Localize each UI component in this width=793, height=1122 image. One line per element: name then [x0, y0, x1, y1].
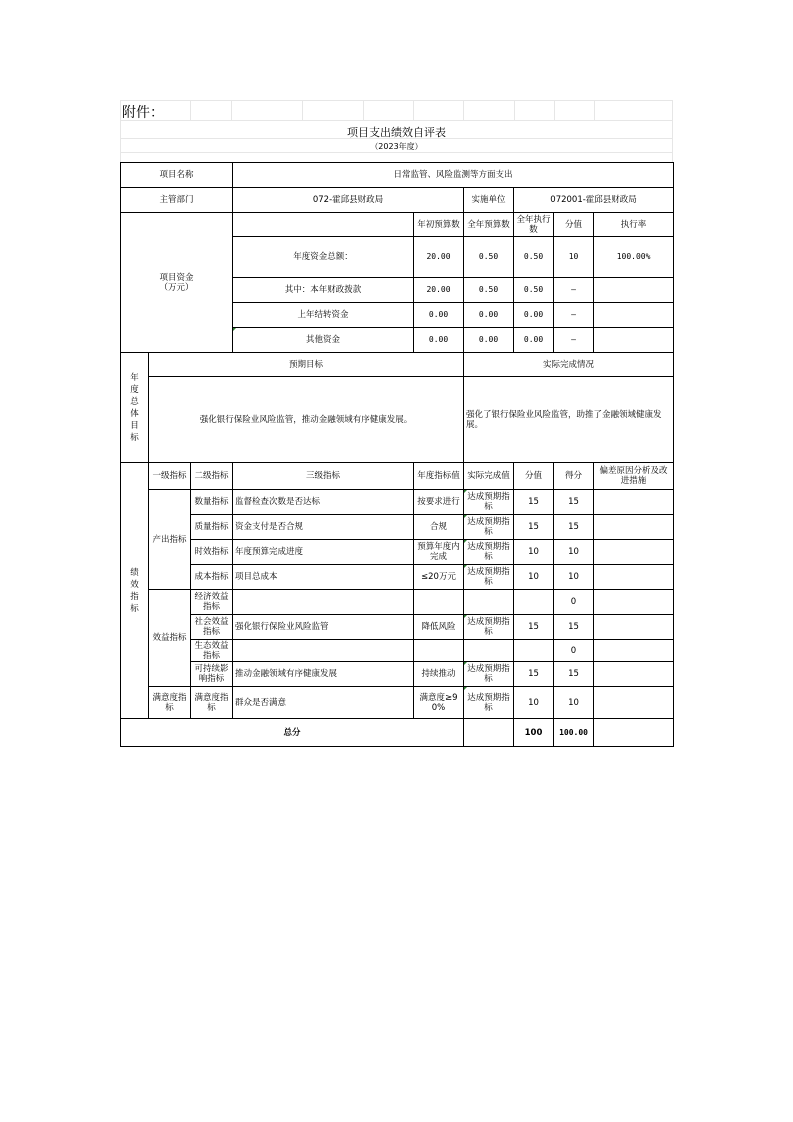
funds-rate — [594, 328, 674, 353]
ind-deviation — [594, 590, 674, 615]
ind-header-level2: 二级指标 — [191, 463, 233, 490]
funds-row-label: 其中：本年财政拨款 — [233, 278, 414, 303]
ind-header-deviation: 偏差原因分析及改进措施 — [594, 463, 674, 490]
ind-score: 10 — [554, 687, 594, 719]
ind-deviation — [594, 615, 674, 640]
ind-actual: 达成预期指标 — [464, 490, 514, 515]
ind-header-level1: 一级指标 — [149, 463, 191, 490]
total-label: 总分 — [121, 719, 464, 747]
indicator-row — [121, 615, 674, 640]
ind-target: 满意度≥90% — [414, 687, 464, 719]
funds-rate — [594, 303, 674, 328]
ind-deviation — [594, 687, 674, 719]
total-blank — [464, 719, 514, 747]
funds-executed: 0.50 — [514, 237, 554, 278]
ind-actual: 达成预期指标 — [464, 540, 514, 565]
funds-score-value: – — [554, 303, 594, 328]
ind-target: 合规 — [414, 515, 464, 540]
ind-target: ≤20万元 — [414, 565, 464, 590]
total-deviation — [594, 719, 674, 747]
ind-value: 10 — [514, 687, 554, 719]
ind-level3 — [233, 640, 414, 662]
ind-value: 10 — [514, 540, 554, 565]
ind-level3: 年度预算完成进度 — [233, 540, 414, 565]
funds-score-value: 10 — [554, 237, 594, 278]
ind-deviation — [594, 662, 674, 687]
ind-level2: 质量指标 — [191, 515, 233, 540]
ind-actual: 达成预期指标 — [464, 615, 514, 640]
project-name-label: 项目名称 — [121, 163, 233, 188]
funds-annual: 0.50 — [464, 278, 514, 303]
ind-value — [514, 640, 554, 662]
ind-level2: 成本指标 — [191, 565, 233, 590]
funds-row-label: 上年结转资金 — [233, 303, 414, 328]
funds-score-value: – — [554, 278, 594, 303]
ind-header-actual: 实际完成值 — [464, 463, 514, 490]
ind-level3: 监督检查次数是否达标 — [233, 490, 414, 515]
dept-value: 072-霍邱县财政局 — [233, 188, 464, 213]
report-year: （2023年度） — [370, 142, 423, 151]
funds-label — [121, 213, 233, 353]
indicators-label-text: 绩效指标 — [130, 567, 139, 614]
ind-level3: 推动金融领域有序健康发展 — [233, 662, 414, 687]
ind-header-level3: 三级指标 — [233, 463, 414, 490]
goals-actual-header: 实际完成情况 — [464, 353, 674, 377]
ind-level3: 资金支付是否合规 — [233, 515, 414, 540]
ind-score: 15 — [554, 615, 594, 640]
indicator-row — [121, 687, 674, 719]
ind-level2: 时效指标 — [191, 540, 233, 565]
ind-deviation — [594, 515, 674, 540]
funds-executed: 0.50 — [514, 278, 554, 303]
ind-deviation — [594, 640, 674, 662]
dept-label: 主管部门 — [121, 188, 233, 213]
funds-header-executed: 全年执行数 — [514, 213, 554, 237]
indicator-row — [121, 540, 674, 565]
ind-score: 10 — [554, 565, 594, 590]
impl-value: 072001-霍邱县财政局 — [514, 188, 674, 213]
ind-score: 0 — [554, 640, 594, 662]
funds-annual: 0.00 — [464, 328, 514, 353]
ind-level2: 可持续影响指标 — [191, 662, 233, 687]
funds-executed: 0.00 — [514, 328, 554, 353]
ind-target: 按要求进行 — [414, 490, 464, 515]
ind-actual: 达成预期指标 — [464, 565, 514, 590]
funds-header-blank — [233, 213, 414, 237]
indicator-row — [121, 662, 674, 687]
ind-level2: 经济效益指标 — [191, 590, 233, 615]
attachment-label: 附件： — [122, 105, 164, 121]
goals-actual-text: 强化了银行保险业风险监管，助推了金融领域健康发展。 — [464, 377, 674, 463]
funds-initial: 20.00 — [414, 237, 464, 278]
ind-actual — [464, 640, 514, 662]
funds-row-label: 年度资金总额： — [233, 237, 414, 278]
ind-level3: 强化银行保险业风险监管 — [233, 615, 414, 640]
ind-value: 15 — [514, 615, 554, 640]
ind-header-score: 得分 — [554, 463, 594, 490]
ind-actual: 达成预期指标 — [464, 515, 514, 540]
self-evaluation-table — [120, 162, 674, 747]
ind-target — [414, 640, 464, 662]
funds-initial: 0.00 — [414, 303, 464, 328]
ind-value: 15 — [514, 490, 554, 515]
impl-label: 实施单位 — [464, 188, 514, 213]
ind-score: 15 — [554, 515, 594, 540]
funds-score-value: – — [554, 328, 594, 353]
ind-target: 持续推动 — [414, 662, 464, 687]
indicator-row — [121, 565, 674, 590]
goals-label-text: 年度总体目标 — [130, 372, 139, 443]
funds-header-value: 分值 — [554, 213, 594, 237]
ind-score: 15 — [554, 662, 594, 687]
ind-value: 15 — [514, 515, 554, 540]
ind-level2: 生态效益指标 — [191, 640, 233, 662]
ind-level2: 满意度指标 — [191, 687, 233, 719]
funds-executed: 0.00 — [514, 303, 554, 328]
ind-level2: 社会效益指标 — [191, 615, 233, 640]
ind-score: 15 — [554, 490, 594, 515]
funds-row-label: 其他资金 — [233, 328, 414, 353]
project-name-value: 日常监管、风险监测等方面支出 — [233, 163, 674, 188]
goals-label — [121, 353, 149, 463]
funds-label-text: 项目资金 （万元） — [159, 272, 194, 293]
ind-score: 0 — [554, 590, 594, 615]
benefit-indicator-label: 效益指标 — [149, 590, 191, 687]
ind-actual: 达成预期指标 — [464, 687, 514, 719]
funds-annual: 0.00 — [464, 303, 514, 328]
funds-initial: 20.00 — [414, 278, 464, 303]
ind-level3: 项目总成本 — [233, 565, 414, 590]
indicator-row — [121, 490, 674, 515]
ind-level3: 群众是否满意 — [233, 687, 414, 719]
ind-value — [514, 590, 554, 615]
funds-initial: 0.00 — [414, 328, 464, 353]
ind-level2: 数量指标 — [191, 490, 233, 515]
satisfaction-indicator-label: 满意度指标 — [149, 687, 191, 719]
ind-score: 10 — [554, 540, 594, 565]
funds-header-rate: 执行率 — [594, 213, 674, 237]
ind-value: 15 — [514, 662, 554, 687]
indicator-row — [121, 515, 674, 540]
ind-target: 预算年度内完成 — [414, 540, 464, 565]
ind-actual — [464, 590, 514, 615]
goals-expected-header: 预期目标 — [149, 353, 464, 377]
ind-header-value: 分值 — [514, 463, 554, 490]
ind-deviation — [594, 565, 674, 590]
ind-target — [414, 590, 464, 615]
output-indicator-label: 产出指标 — [149, 490, 191, 590]
total-value: 100 — [514, 719, 554, 747]
ind-deviation — [594, 540, 674, 565]
ind-header-target: 年度指标值 — [414, 463, 464, 490]
goals-expected-text: 强化银行保险业风险监管，推动金融领域有序健康发展。 — [149, 377, 464, 463]
indicator-row — [121, 590, 674, 615]
total-score: 100.00 — [554, 719, 594, 747]
funds-rate: 100.00% — [594, 237, 674, 278]
funds-header-initial: 年初预算数 — [414, 213, 464, 237]
funds-annual: 0.50 — [464, 237, 514, 278]
ind-level3 — [233, 590, 414, 615]
ind-actual: 达成预期指标 — [464, 662, 514, 687]
indicator-row — [121, 640, 674, 662]
indicators-label — [121, 463, 149, 719]
funds-header-annual: 全年预算数 — [464, 213, 514, 237]
ind-target: 降低风险 — [414, 615, 464, 640]
ind-deviation — [594, 490, 674, 515]
page-title: 项目支出绩效自评表 — [347, 126, 446, 139]
funds-rate — [594, 278, 674, 303]
ind-value: 10 — [514, 565, 554, 590]
